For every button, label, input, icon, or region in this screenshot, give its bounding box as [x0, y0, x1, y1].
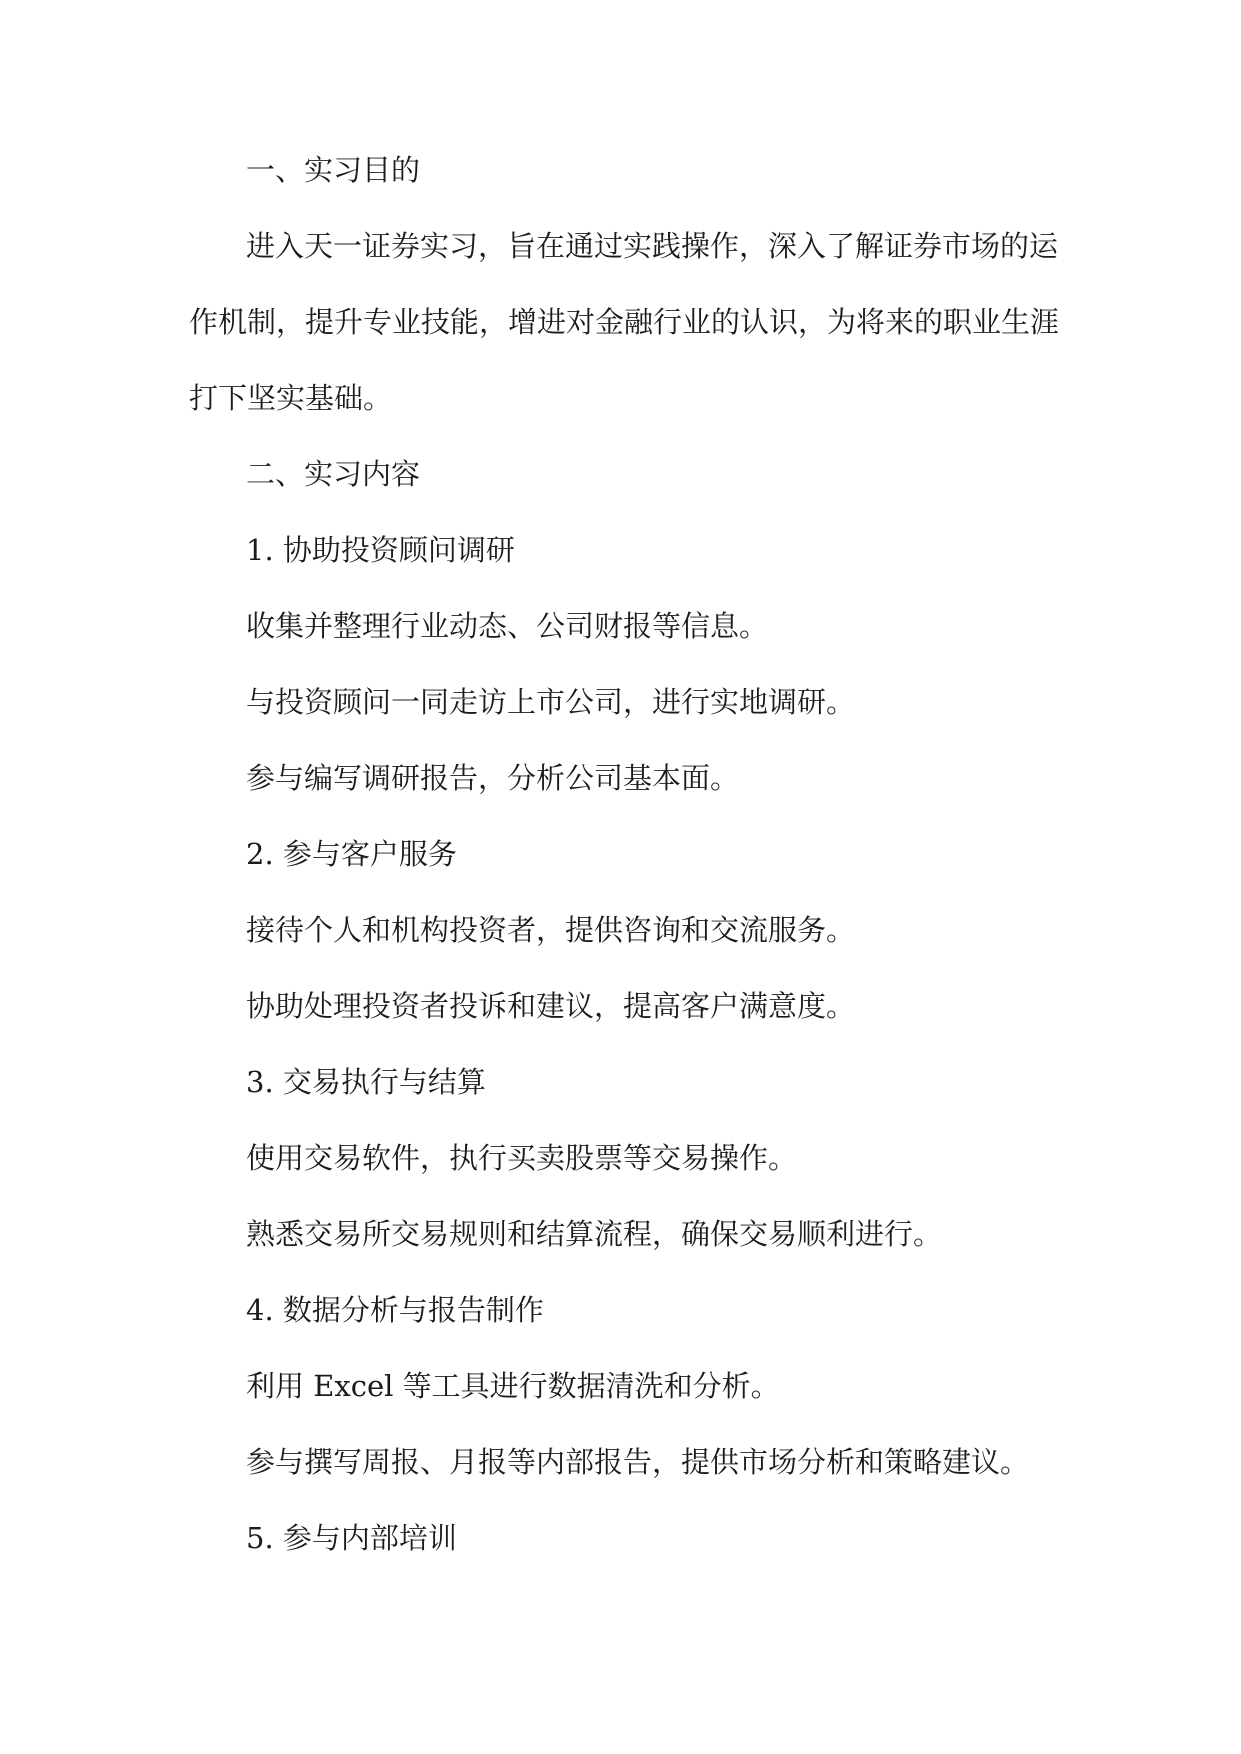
- item-title-client-service: 2. 参与客户服务: [246, 837, 457, 871]
- purpose-paragraph-line-1: 进入天一证券实习，旨在通过实践操作，深入了解证券市场的运: [246, 229, 1059, 263]
- item-point: 接待个人和机构投资者，提供咨询和交流服务。: [246, 913, 856, 947]
- item-title-trading: 3. 交易执行与结算: [246, 1065, 486, 1099]
- item-title-data-analysis: 4. 数据分析与报告制作: [246, 1293, 544, 1327]
- item-title-research: 1. 协助投资顾问调研: [246, 533, 515, 567]
- item-point: 参与编写调研报告，分析公司基本面。: [246, 761, 740, 795]
- item-title-training: 5. 参与内部培训: [246, 1521, 457, 1555]
- section-heading-purpose: 一、实习目的: [246, 153, 421, 187]
- item-point: 参与撰写周报、月报等内部报告，提供市场分析和策略建议。: [246, 1445, 1030, 1479]
- item-point: 协助处理投资者投诉和建议，提高客户满意度。: [246, 989, 856, 1023]
- purpose-paragraph-line-2: 作机制，提升专业技能，增进对金融行业的认识，为将来的职业生涯: [189, 305, 1060, 339]
- item-point: 利用 Excel 等工具进行数据清洗和分析。: [246, 1369, 780, 1403]
- item-point: 与投资顾问一同走访上市公司，进行实地调研。: [246, 685, 856, 719]
- item-point: 使用交易软件，执行买卖股票等交易操作。: [246, 1141, 798, 1175]
- purpose-paragraph-line-3: 打下坚实基础。: [189, 381, 393, 415]
- item-point: 熟悉交易所交易规则和结算流程，确保交易顺利进行。: [246, 1217, 943, 1251]
- item-point: 收集并整理行业动态、公司财报等信息。: [246, 609, 769, 643]
- section-heading-content: 二、实习内容: [246, 457, 421, 491]
